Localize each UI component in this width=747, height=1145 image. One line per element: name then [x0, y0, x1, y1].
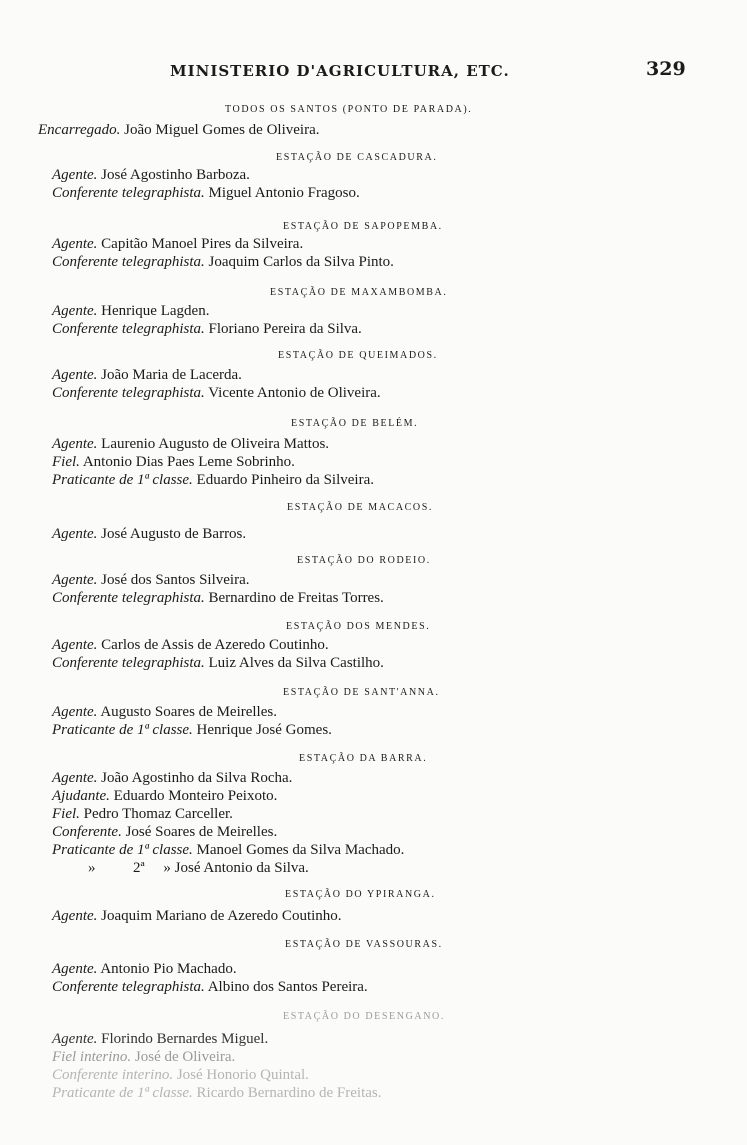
staff-name: João Maria de Lacerda.	[101, 367, 242, 383]
staff-role: Conferente telegraphista.	[52, 385, 205, 401]
section-heading: ESTAÇÃO DE SAPOPEMBA.	[283, 221, 443, 232]
staff-line	[52, 704, 277, 721]
staff-name: João Miguel Gomes de Oliveira.	[124, 122, 320, 138]
staff-name: Eduardo Monteiro Peixoto.	[113, 788, 278, 804]
staff-line	[52, 842, 404, 859]
staff-name: Bernardino de Freitas Torres.	[208, 590, 384, 606]
staff-name: João Agostinho da Silva Rocha.	[101, 770, 293, 786]
staff-role: Fiel.	[52, 454, 80, 470]
staff-line	[52, 1085, 381, 1102]
staff-name: Augusto Soares de Meirelles.	[100, 704, 277, 720]
staff-name: José Honorio Quintal.	[176, 1067, 309, 1083]
staff-line	[52, 770, 292, 787]
staff-line	[88, 860, 309, 877]
staff-line	[52, 454, 295, 471]
staff-line	[52, 436, 329, 453]
staff-role: Agente.	[52, 637, 98, 653]
staff-role: Praticante de 1ª classe.	[52, 722, 193, 738]
staff-line	[52, 303, 209, 320]
staff-role: Agente.	[52, 961, 98, 977]
staff-name: Carlos de Assis de Azeredo Coutinho.	[101, 637, 329, 653]
staff-name: Luiz Alves da Silva Castilho.	[208, 655, 384, 671]
staff-name: Joaquim Mariano de Azeredo Coutinho.	[101, 908, 342, 924]
staff-role: Fiel.	[52, 806, 80, 822]
staff-role: Conferente telegraphista.	[52, 254, 205, 270]
staff-line	[52, 806, 233, 823]
staff-role: Conferente telegraphista.	[52, 979, 205, 995]
staff-role: Praticante de 1ª classe.	[52, 1085, 193, 1101]
section-heading: ESTAÇÃO DO DESENGANO.	[283, 1011, 445, 1022]
staff-line	[52, 908, 342, 925]
staff-line	[52, 637, 329, 654]
staff-name: José Antonio da Silva.	[174, 860, 309, 876]
staff-name: Laurenio Augusto de Oliveira Mattos.	[101, 436, 330, 452]
section-heading: ESTAÇÃO DA BARRA.	[299, 753, 428, 764]
running-header: MINISTERIO D'AGRICULTURA, ETC.	[170, 62, 510, 80]
staff-role: Conferente telegraphista.	[52, 655, 205, 671]
section-heading: ESTAÇÃO DO YPIRANGA.	[285, 889, 436, 900]
staff-role: Conferente telegraphista.	[52, 321, 205, 337]
staff-line	[52, 979, 368, 996]
staff-line	[52, 236, 303, 253]
staff-role: Agente.	[52, 1031, 98, 1047]
staff-role: Agente.	[52, 526, 98, 542]
staff-line	[52, 167, 250, 184]
staff-name: Eduardo Pinheiro da Silveira.	[196, 472, 374, 488]
staff-line	[38, 122, 319, 139]
staff-name: Vicente Antonio de Oliveira.	[208, 385, 381, 401]
staff-role: Encarregado.	[38, 122, 121, 138]
staff-role: Praticante de 1ª classe.	[52, 472, 193, 488]
staff-line	[52, 722, 332, 739]
staff-name: Henrique Lagden.	[101, 303, 210, 319]
section-heading: ESTAÇÃO DE MAXAMBOMBA.	[270, 287, 448, 298]
staff-role: Agente.	[52, 770, 98, 786]
section-heading: ESTAÇÃO DE BELÉM.	[291, 418, 419, 429]
staff-line	[52, 1067, 309, 1084]
staff-name: Miguel Antonio Fragoso.	[208, 185, 360, 201]
staff-line	[52, 1049, 235, 1066]
staff-name: José Soares de Meirelles.	[125, 824, 278, 840]
staff-line	[52, 1031, 268, 1048]
staff-role: Agente.	[52, 167, 98, 183]
section-heading: ESTAÇÃO DO RODEIO.	[297, 555, 431, 566]
staff-role: Praticante de 1ª classe.	[52, 842, 193, 858]
staff-role: Agente.	[52, 704, 98, 720]
staff-line	[52, 824, 277, 841]
staff-name: Florindo Bernardes Miguel.	[101, 1031, 269, 1047]
staff-line	[52, 185, 360, 202]
staff-name: Manoel Gomes da Silva Machado.	[196, 842, 405, 858]
section-heading: ESTAÇÃO DE VASSOURAS.	[285, 939, 443, 950]
staff-line	[52, 590, 384, 607]
staff-role: Conferente telegraphista.	[52, 590, 205, 606]
staff-role: Fiel interino.	[52, 1049, 132, 1065]
staff-line	[52, 655, 384, 672]
section-heading: TODOS OS SANTOS (PONTO DE PARADA).	[225, 104, 473, 115]
staff-role: Agente.	[52, 303, 98, 319]
staff-line	[52, 367, 242, 384]
section-heading: ESTAÇÃO DE SANT'ANNA.	[283, 687, 440, 698]
staff-name: Pedro Thomaz Carceller.	[83, 806, 233, 822]
staff-line	[52, 526, 246, 543]
staff-name: Antonio Pio Machado.	[100, 961, 237, 977]
staff-line	[52, 254, 394, 271]
staff-role: Conferente telegraphista.	[52, 185, 205, 201]
section-heading: ESTAÇÃO DE QUEIMADOS.	[278, 350, 438, 361]
staff-role: Agente.	[52, 572, 98, 588]
staff-name: José dos Santos Silveira.	[101, 572, 250, 588]
staff-line	[52, 385, 381, 402]
staff-name: Capitão Manoel Pires da Silveira.	[101, 236, 304, 252]
staff-role: Agente.	[52, 367, 98, 383]
section-heading: ESTAÇÃO DE CASCADURA.	[276, 152, 438, 163]
section-heading: ESTAÇÃO DE MACACOS.	[287, 502, 434, 513]
staff-name: José de Oliveira.	[134, 1049, 236, 1065]
staff-name: José Agostinho Barboza.	[101, 167, 250, 183]
staff-role: Agente.	[52, 908, 98, 924]
staff-role: » 2ª »	[88, 860, 171, 876]
section-heading: ESTAÇÃO DOS MENDES.	[286, 621, 431, 632]
staff-line	[52, 572, 250, 589]
staff-name: Ricardo Bernardino de Freitas.	[196, 1085, 382, 1101]
staff-role: Conferente interino.	[52, 1067, 174, 1083]
staff-name: Antonio Dias Paes Leme Sobrinho.	[82, 454, 295, 470]
staff-name: José Augusto de Barros.	[101, 526, 247, 542]
staff-line	[52, 472, 374, 489]
staff-name: Albino dos Santos Pereira.	[207, 979, 368, 995]
staff-line	[52, 321, 362, 338]
staff-line	[52, 961, 237, 978]
staff-name: Henrique José Gomes.	[196, 722, 332, 738]
staff-role: Ajudante.	[52, 788, 110, 804]
staff-name: Floriano Pereira da Silva.	[208, 321, 362, 337]
staff-name: Joaquim Carlos da Silva Pinto.	[208, 254, 394, 270]
staff-role: Conferente.	[52, 824, 122, 840]
staff-line	[52, 788, 277, 805]
staff-role: Agente.	[52, 436, 98, 452]
staff-role: Agente.	[52, 236, 98, 252]
page-number: 329	[646, 58, 686, 80]
